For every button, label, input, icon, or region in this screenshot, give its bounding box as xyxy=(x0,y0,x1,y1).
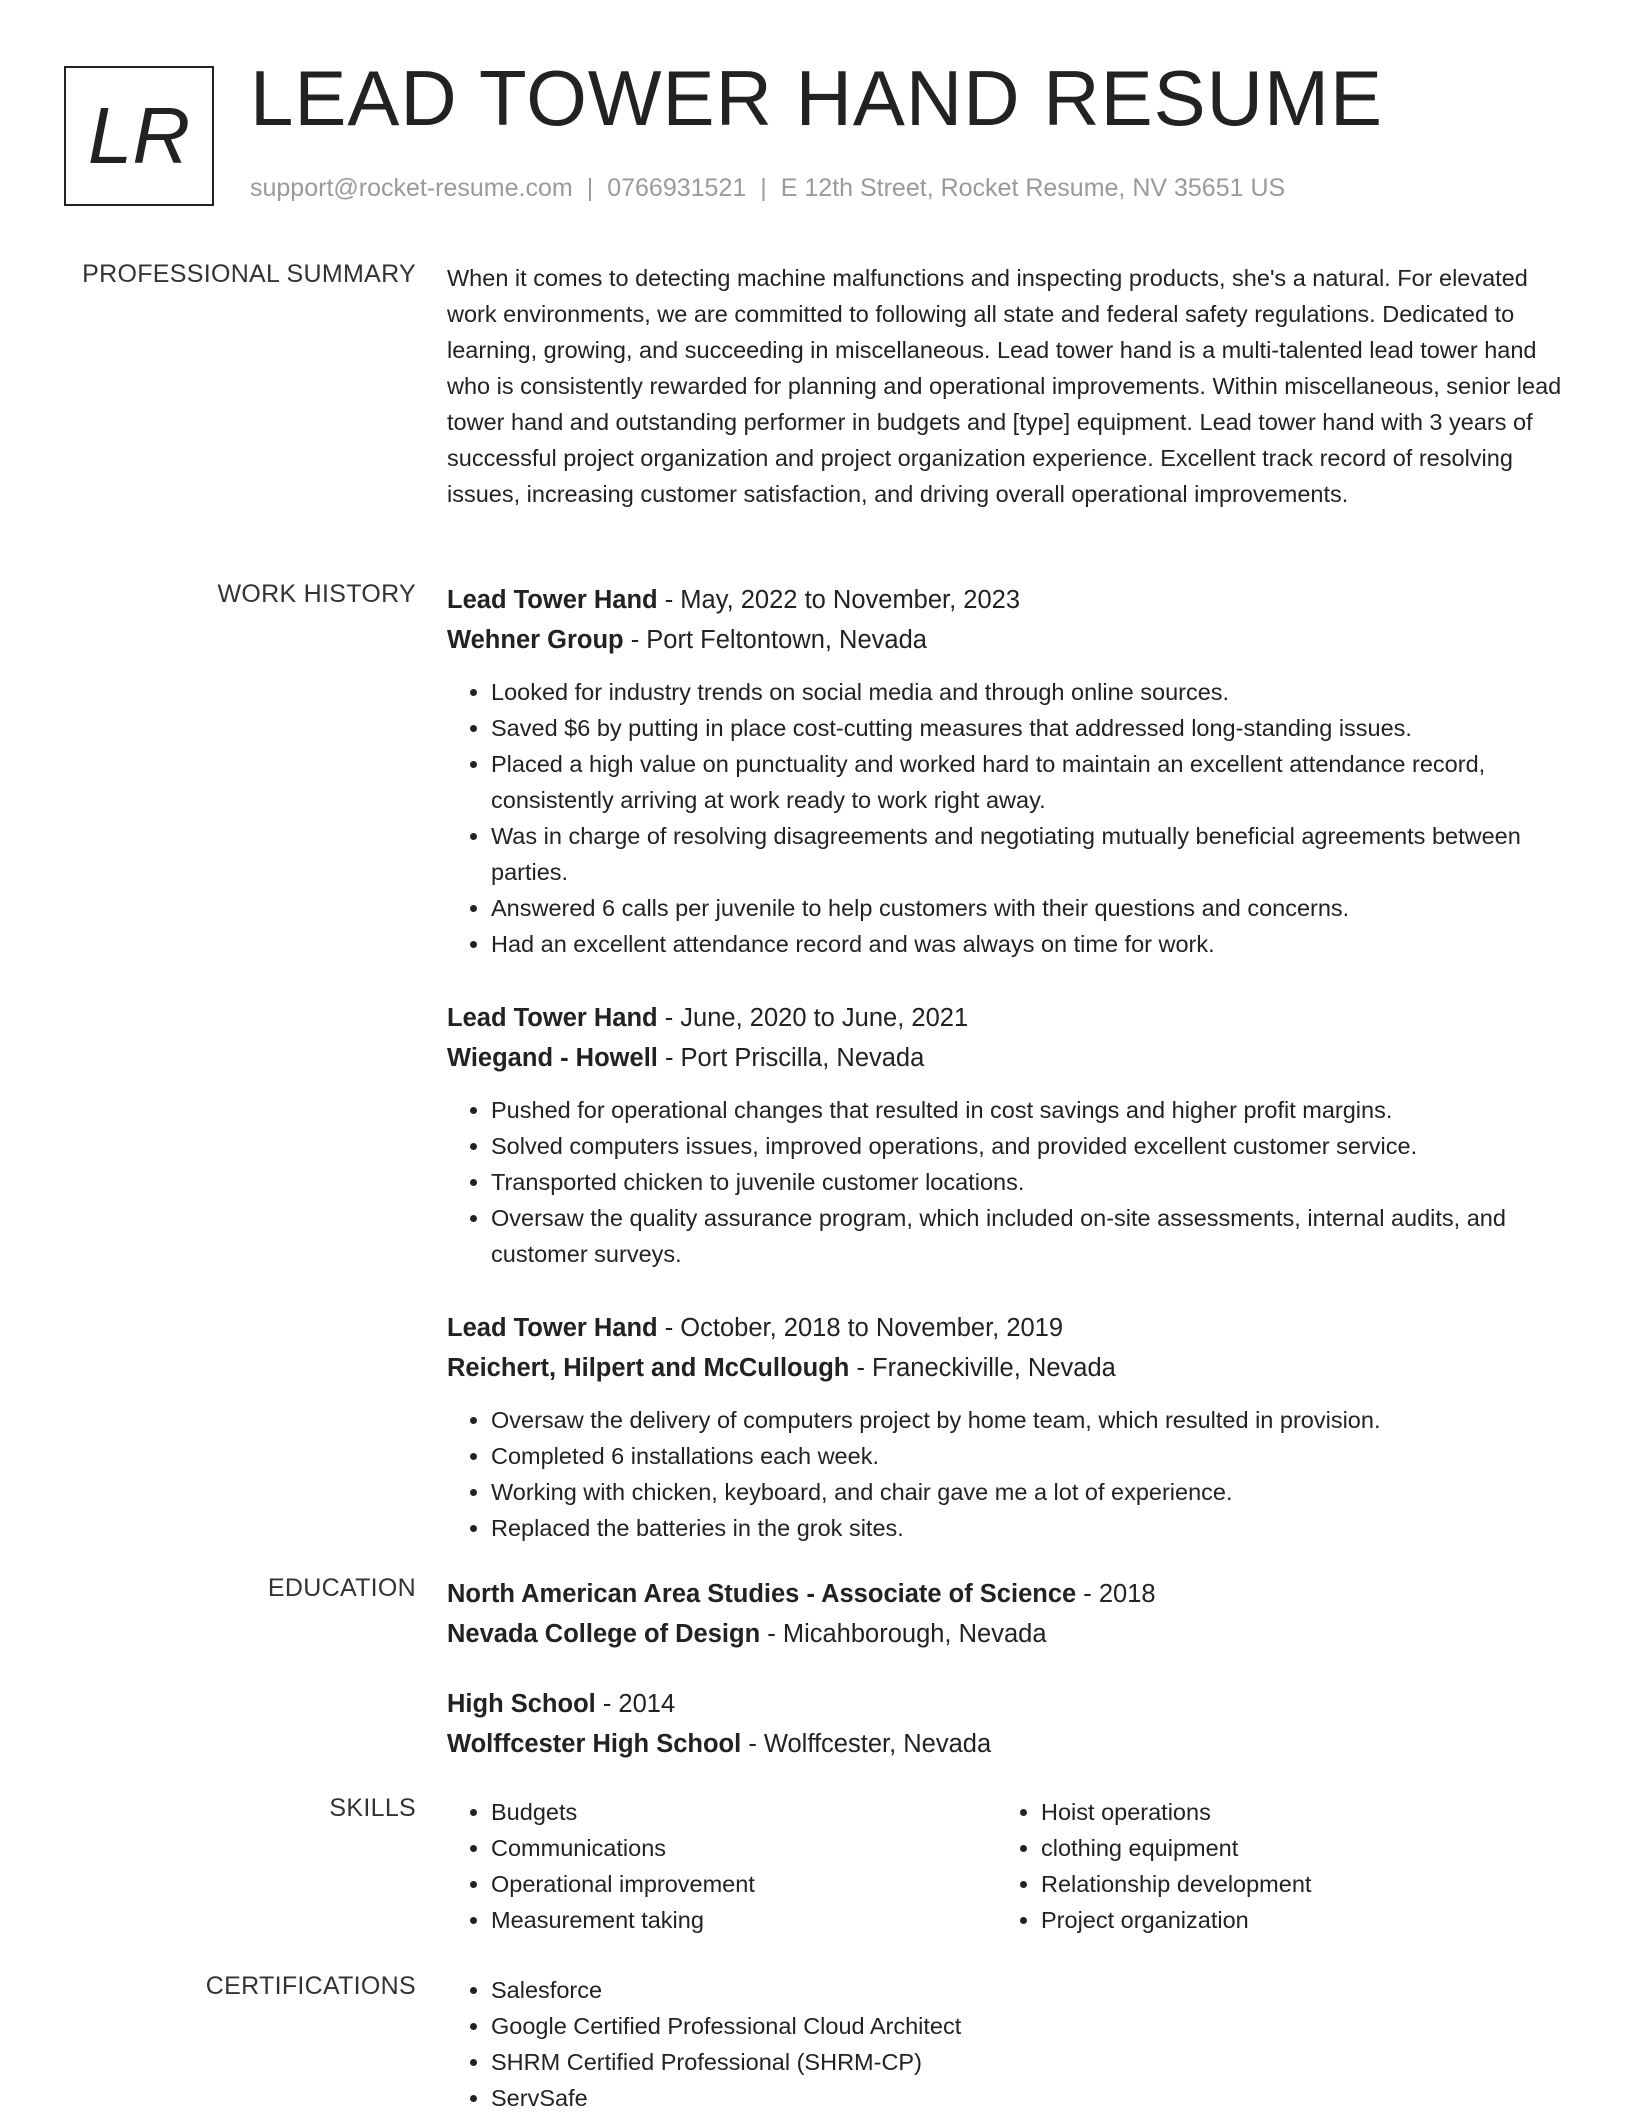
certification-item: • ServSafe xyxy=(491,2080,1567,2116)
job-title-line xyxy=(447,1308,1567,1348)
certification-item: • SHRM Certified Professional (SHRM-CP) xyxy=(491,2044,1567,2080)
skill-item: • Hoist operations xyxy=(1041,1794,1547,1830)
job-entry xyxy=(447,580,1567,962)
work-list xyxy=(447,580,1567,1582)
contact-line xyxy=(250,174,1285,203)
job-bullet: • Transported chicken to juvenile customer locations. xyxy=(491,1164,1567,1200)
job-bullets xyxy=(447,1402,1567,1546)
job-bullet: • Was in charge of resolving disagreements and negotiating mutually beneficial agreements between parties. xyxy=(491,818,1567,890)
education-degree: High School xyxy=(447,1690,596,1718)
job-location: - Port Priscilla, Nevada xyxy=(657,1044,925,1072)
contact-separator: | xyxy=(586,174,594,202)
section-label-summary: PROFESSIONAL SUMMARY xyxy=(82,260,416,288)
education-school-line xyxy=(447,1724,1567,1764)
job-bullet: • Had an excellent attendance record and was always on time for work. xyxy=(491,926,1567,962)
skill-item: • Relationship development xyxy=(1041,1866,1547,1902)
education-location: - Wolffcester, Nevada xyxy=(741,1730,992,1758)
skill-item: • clothing equipment xyxy=(1041,1830,1547,1866)
job-dates: - October, 2018 to November, 2019 xyxy=(657,1314,1064,1342)
education-degree: North American Area Studies - Associate of Science xyxy=(447,1580,1077,1608)
job-bullet: • Oversaw the quality assurance program, which included on-site assessments, internal audits, and customer surveys. xyxy=(491,1200,1567,1272)
skill-item: • Budgets xyxy=(491,1794,997,1830)
education-degree-line xyxy=(447,1574,1567,1614)
job-location: - Franeckiville, Nevada xyxy=(849,1354,1116,1382)
job-title: Lead Tower Hand xyxy=(447,586,658,614)
job-company: Wehner Group xyxy=(447,626,624,654)
education-school-line xyxy=(447,1614,1567,1654)
skills-list-left xyxy=(447,1794,997,1938)
section-label-education: EDUCATION xyxy=(267,1574,416,1602)
skill-item: • Measurement taking xyxy=(491,1902,997,1938)
certification-item: • Salesforce xyxy=(491,1972,1567,2008)
job-bullet: • Answered 6 calls per juvenile to help customers with their questions and concerns. xyxy=(491,890,1567,926)
skills-list-right xyxy=(997,1794,1547,1938)
job-title: Lead Tower Hand xyxy=(447,1004,658,1032)
skill-item: • Operational improvement xyxy=(491,1866,997,1902)
education-school: Nevada College of Design xyxy=(447,1620,761,1648)
job-entry xyxy=(447,998,1567,1272)
certifications-list xyxy=(447,1972,1567,2116)
summary-text: When it comes to detecting machine malfunctions and inspecting products, she's a natural. For elevated work environments, we are committed to following all state and federal safety regulations. Dedicated to learning, growing, and succeeding in miscellaneous. Lead tower hand is a multi-talented lead tower hand who is consistently rewarded for planning and operational improvements. Within miscellaneous, senior lead tower hand and outstanding performer in budgets and [type] equipment. Lead tower hand with 3 years of successful project organization and project organization experience. Excellent track record of resolving issues, increasing customer satisfaction, and driving overall operational improvements. xyxy=(447,265,1562,507)
job-company: Reichert, Hilpert and McCullough xyxy=(447,1354,850,1382)
education-list xyxy=(447,1574,1567,1794)
job-bullet: • Pushed for operational changes that resulted in cost savings and higher profit margins. xyxy=(491,1092,1567,1128)
job-bullet: • Solved computers issues, improved operations, and provided excellent customer service. xyxy=(491,1128,1567,1164)
job-bullets xyxy=(447,674,1567,962)
skill-item: • Project organization xyxy=(1041,1902,1547,1938)
section-label-certifications: CERTIFICATIONS xyxy=(205,1972,416,2000)
education-year: - 2018 xyxy=(1076,1580,1156,1608)
job-bullets xyxy=(447,1092,1567,1272)
monogram-logo xyxy=(64,66,214,206)
job-title: Lead Tower Hand xyxy=(447,1314,658,1342)
job-bullet: • Oversaw the delivery of computers project by home team, which resulted in provision. xyxy=(491,1402,1567,1438)
contact-separator: | xyxy=(760,174,767,202)
job-bullet: • Saved $6 by putting in place cost-cutting measures that addressed long-standing issues. xyxy=(491,710,1567,746)
certification-item: • Google Certified Professional Cloud Architect xyxy=(491,2008,1567,2044)
monogram-text: LR xyxy=(87,91,191,180)
contact-address: E 12th Street, Rocket Resume, NV 35651 US xyxy=(780,174,1286,202)
section-label-skills: SKILLS xyxy=(329,1794,416,1822)
job-company-line xyxy=(447,1038,1567,1078)
job-company: Wiegand - Howell xyxy=(447,1044,658,1072)
job-bullet: • Placed a high value on punctuality and worked hard to maintain an excellent attendance record, consistently arriving at work ready to work right away. xyxy=(491,746,1567,818)
resume-title: LEAD TOWER HAND RESUME xyxy=(250,54,1383,142)
job-title-line xyxy=(447,580,1567,620)
job-bullet: • Working with chicken, keyboard, and chair gave me a lot of experience. xyxy=(491,1474,1567,1510)
job-company-line xyxy=(447,620,1567,660)
section-label-work: WORK HISTORY xyxy=(217,580,416,608)
contact-phone: 0766931521 xyxy=(607,174,747,202)
skill-item: • Communications xyxy=(491,1830,997,1866)
education-entry xyxy=(447,1574,1567,1654)
job-title-line xyxy=(447,998,1567,1038)
education-location: - Micahborough, Nevada xyxy=(760,1620,1047,1648)
job-entry xyxy=(447,1308,1567,1546)
job-bullet: • Completed 6 installations each week. xyxy=(491,1438,1567,1474)
job-bullet: • Looked for industry trends on social media and through online sources. xyxy=(491,674,1567,710)
job-location: - Port Feltontown, Nevada xyxy=(623,626,927,654)
contact-email: support@rocket-resume.com xyxy=(250,174,573,202)
job-company-line xyxy=(447,1348,1567,1388)
education-entry xyxy=(447,1684,1567,1764)
job-dates: - May, 2022 to November, 2023 xyxy=(657,586,1021,614)
education-degree-line xyxy=(447,1684,1567,1724)
education-year: - 2014 xyxy=(595,1690,676,1718)
education-school: Wolffcester High School xyxy=(447,1730,742,1758)
job-dates: - June, 2020 to June, 2021 xyxy=(657,1004,969,1032)
job-bullet: • Replaced the batteries in the grok sites. xyxy=(491,1510,1567,1546)
